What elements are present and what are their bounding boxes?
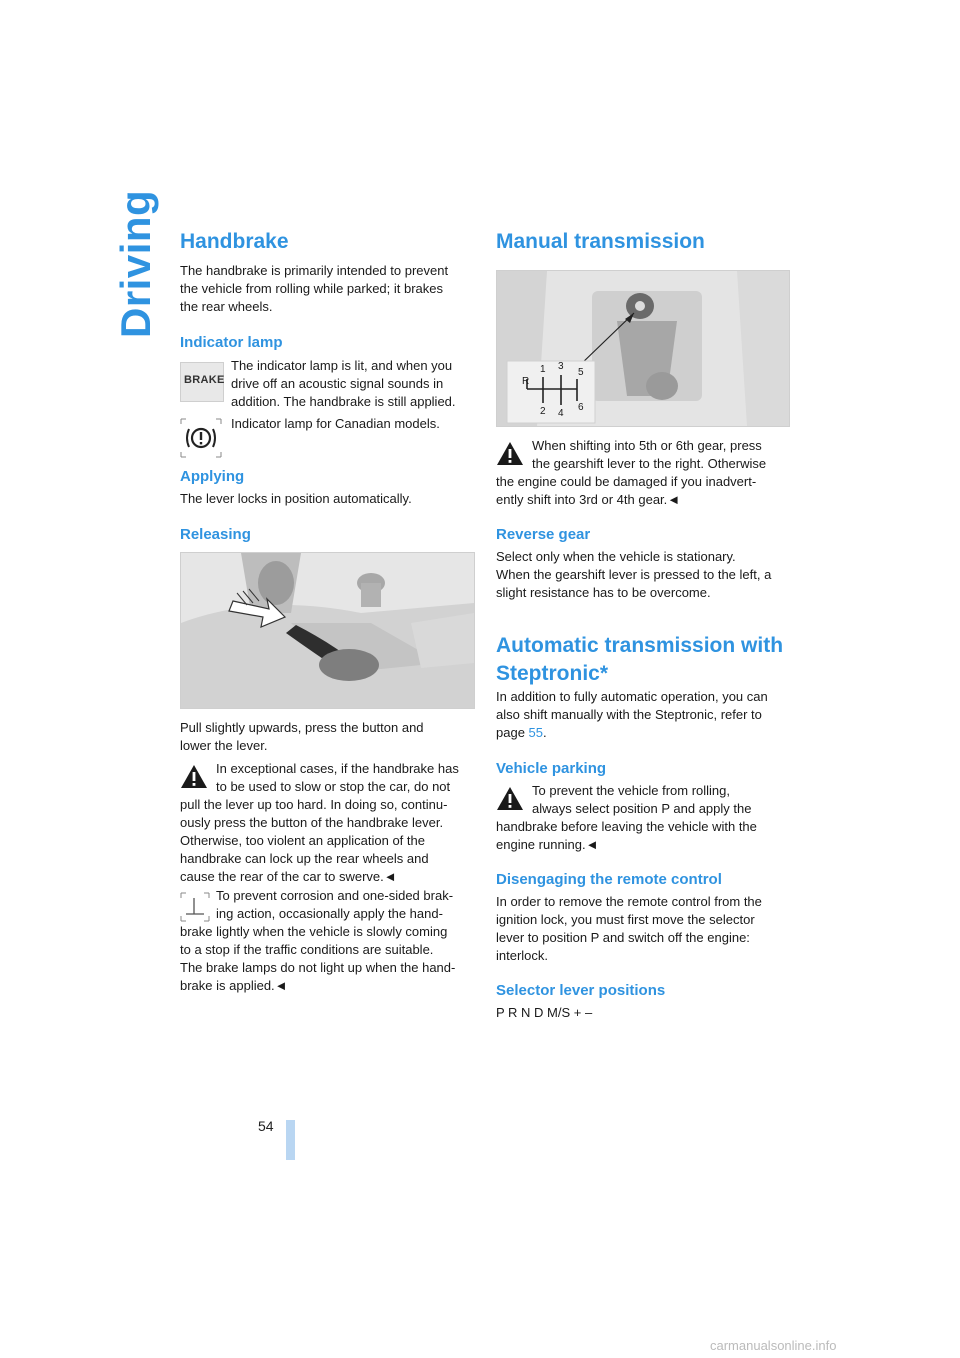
handbrake-illustration: [181, 553, 474, 708]
parking-warning: To prevent the vehicle from rolling, always select position P and apply the handbrake before leaving the vehicle with the engine running.◄: [496, 783, 757, 852]
handbrake-warning: In exceptional cases, if the handbrake has to be used to slow or stop the car, do not pull the lever up too hard. In doing so, continu- ously press the button of the handbrake lever. Otherwise, too violent an application of the handbrake can lock up the rear wheels and cause the rear of the car to swerve.◄: [180, 761, 459, 884]
remote-control-text: In order to remove the remote control from the ignition lock, you must first move the selector lever to position P and switch off the engine: interlock.: [496, 894, 762, 963]
gearshift-photo: R 1 2 3 4 5 6: [496, 270, 790, 427]
page-55-link[interactable]: 55: [528, 725, 544, 740]
page-number: 54: [258, 1118, 274, 1134]
vehicle-parking-heading: Vehicle parking: [496, 760, 607, 777]
canadian-indicator-text: Indicator lamp for Canadian models.: [231, 416, 440, 431]
reverse-gear-heading: Reverse gear: [496, 526, 591, 543]
automatic-transmission-text: In addition to fully automatic operation, you can also shift manually with the Steptronic, refer to page 55.: [496, 689, 768, 740]
page-bar: [286, 1120, 295, 1160]
handbrake-photo: [180, 552, 475, 709]
canadian-brake-indicator-icon: [180, 418, 222, 458]
releasing-text: Pull slightly upwards, press the button and lower the lever.: [180, 720, 424, 753]
brake-indicator-icon: BRAKE: [180, 362, 224, 402]
handbrake-intro: The handbrake is primarily intended to prevent the vehicle from rolling while parked; it brakes the rear wheels.: [180, 263, 449, 314]
remote-control-heading: Disengaging the remote control: [496, 871, 722, 888]
releasing-heading: Releasing: [180, 526, 251, 543]
shift-warning: When shifting into 5th or 6th gear, press the gearshift lever to the right. Otherwise the engine could be damaged if you inadvert- ently shift into 3rd or 4th gear.◄: [496, 438, 767, 507]
section-title: Driving: [112, 189, 159, 338]
applying-text: The lever locks in position automatically.: [180, 491, 412, 506]
manual-transmission-heading: Manual transmission: [496, 230, 705, 253]
selector-lever-heading: Selector lever positions: [496, 982, 666, 999]
indicator-lamp-heading: Indicator lamp: [180, 334, 283, 351]
gearshift-illustration: [497, 271, 789, 426]
applying-heading: Applying: [180, 468, 245, 485]
selector-lever-text: P R N D M/S + –: [496, 1005, 593, 1020]
automatic-transmission-heading: Automatic transmission with Steptronic*: [496, 634, 784, 685]
reverse-gear-text: Select only when the vehicle is stationary. When the gearshift lever is pressed to the left, a slight resistance has to be overcome.: [496, 549, 772, 600]
watermark: carmanualsonline.info: [710, 1338, 837, 1353]
indicator-lamp-text: The indicator lamp is lit, and when you drive off an acoustic signal sounds in addition. The handbrake is still applied.: [231, 358, 456, 409]
handbrake-note: To prevent corrosion and one-sided brak- ing action, occasionally apply the hand- brake lightly when the vehicle is slowly coming to a stop if the traffic conditions are suitable. The brake lamps do not light up when the hand- brake is applied.◄: [180, 888, 456, 993]
handbrake-heading: Handbrake: [180, 230, 289, 253]
